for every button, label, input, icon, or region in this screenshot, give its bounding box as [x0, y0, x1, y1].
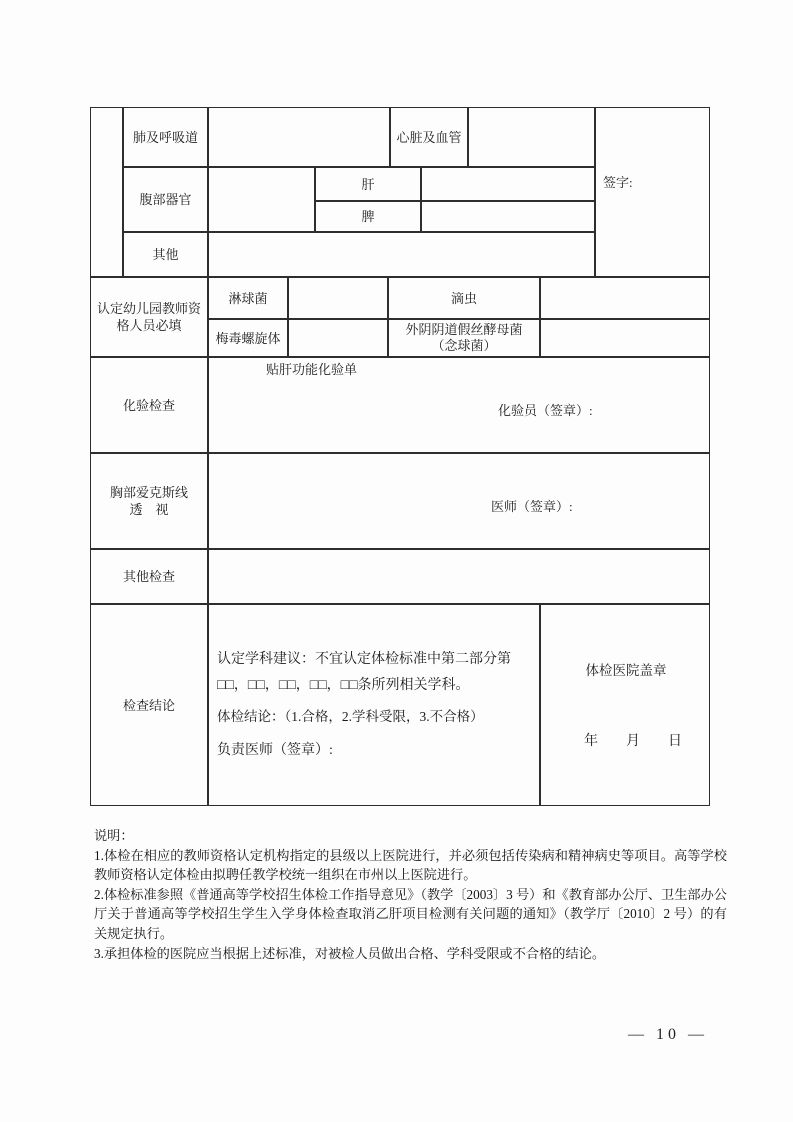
lab-section-label-cell	[90, 357, 208, 453]
liver-label: 肝	[361, 176, 375, 192]
conclusion-exam-result: 体检结论：（1.合格，2.学科受限，3.不合格）	[217, 709, 484, 724]
xray-section-label-line1: 胸部爱克斯线	[109, 485, 188, 500]
kindergarten-section-label-cell	[90, 277, 208, 357]
signature-label: 签字:	[603, 175, 633, 190]
heart-label-cell	[390, 107, 468, 167]
notes-title: 说明：	[94, 828, 134, 843]
conclusion-label-cell	[90, 604, 208, 806]
hospital-seal-label: 体检医院盖章	[585, 663, 667, 678]
xray-section-label-line2: 透 视	[129, 502, 169, 517]
lab-attach-note: 贴肝功能化验单	[266, 362, 358, 377]
category-spanner-cell	[90, 107, 123, 277]
lab-section-label: 化验检查	[122, 397, 175, 413]
lung-result-field	[208, 107, 390, 167]
other-row-result-field	[208, 232, 595, 277]
abdomen-label-cell	[123, 167, 208, 232]
xray-physician-sign-label: 医师（签章）:	[491, 499, 573, 514]
conclusion-physician-sign-label: 负责医师（签章）:	[217, 743, 333, 758]
lung-label: 肺及呼吸道	[132, 129, 198, 145]
heart-label: 心脏及血管	[396, 129, 462, 145]
lab-content-cell	[208, 357, 710, 453]
medical-exam-table	[90, 107, 710, 807]
syphilis-result-field	[288, 319, 388, 357]
other-exam-result-field	[208, 549, 710, 604]
conclusion-label: 检查结论	[122, 697, 175, 713]
liver-label-cell	[315, 167, 421, 201]
hospital-seal-cell	[540, 604, 710, 806]
other-row-label: 其他	[152, 247, 179, 262]
date-label: 年 月 日	[584, 734, 682, 749]
lung-label-cell	[123, 107, 208, 167]
kindergarten-section-label: 认定幼儿园教师资格人员必填	[97, 301, 202, 333]
syphilis-label-cell	[208, 319, 288, 357]
candida-label-cell	[388, 319, 540, 357]
spleen-label-cell	[315, 201, 421, 232]
lab-technician-sign-label: 化验员（签章）:	[498, 403, 593, 418]
notes-section	[94, 826, 727, 963]
xray-section-label-cell	[90, 453, 208, 549]
spleen-result-field	[421, 201, 595, 232]
gonococcus-label: 淋球菌	[228, 290, 268, 306]
syphilis-label: 梅毒螺旋体	[215, 330, 281, 346]
other-row-label-cell	[123, 232, 208, 277]
trichomonas-label: 滴虫	[450, 290, 477, 306]
candida-label: 外阴阴道假丝酵母菌（念球菌）	[405, 322, 523, 353]
gonococcus-result-field	[288, 277, 388, 319]
trichomonas-label-cell	[388, 277, 540, 319]
other-exam-label-cell	[90, 549, 208, 604]
liver-result-field	[421, 167, 595, 201]
spleen-label: 脾	[361, 209, 375, 224]
trichomonas-result-field	[540, 277, 710, 319]
conclusion-content-cell	[208, 604, 540, 806]
signature-cell	[595, 107, 710, 277]
note-item-1: 1.体检在相应的教师资格认定机构指定的县级以上医院进行，并必须包括传染病和精神病史等项目。高等学校教师资格认定体检由拟聘任教学校统一组织在市州以上医院进行。	[94, 847, 727, 883]
abdomen-result-field	[208, 167, 315, 232]
gonococcus-label-cell	[208, 277, 288, 319]
candida-result-field	[540, 319, 710, 357]
note-item-2: 2.体检标准参照《普通高等学校招生体检工作指导意见》（教学〔2003〕3 号）和《教育部办公厅、卫生部办公厅关于普通高等学校招生学生入学身体检查取消乙肝项目检测有关问题的通知》（教学厅〔2010〕2 号）的有关规定执行。	[94, 886, 727, 941]
heart-result-field	[468, 107, 595, 167]
conclusion-subject-advice: 认定学科建议：不宜认定体检标准中第二部分第□□，□□，□□，□□，□□条所列相关学科。	[217, 652, 511, 693]
xray-content-cell	[208, 453, 710, 549]
other-exam-label: 其他检查	[122, 569, 175, 584]
page-number: — 10 —	[628, 1026, 708, 1043]
note-item-3: 3.承担体检的医院应当根据上述标准，对被检人员做出合格、学科受限或不合格的结论。	[94, 945, 606, 961]
abdomen-label: 腹部器官	[139, 192, 192, 207]
